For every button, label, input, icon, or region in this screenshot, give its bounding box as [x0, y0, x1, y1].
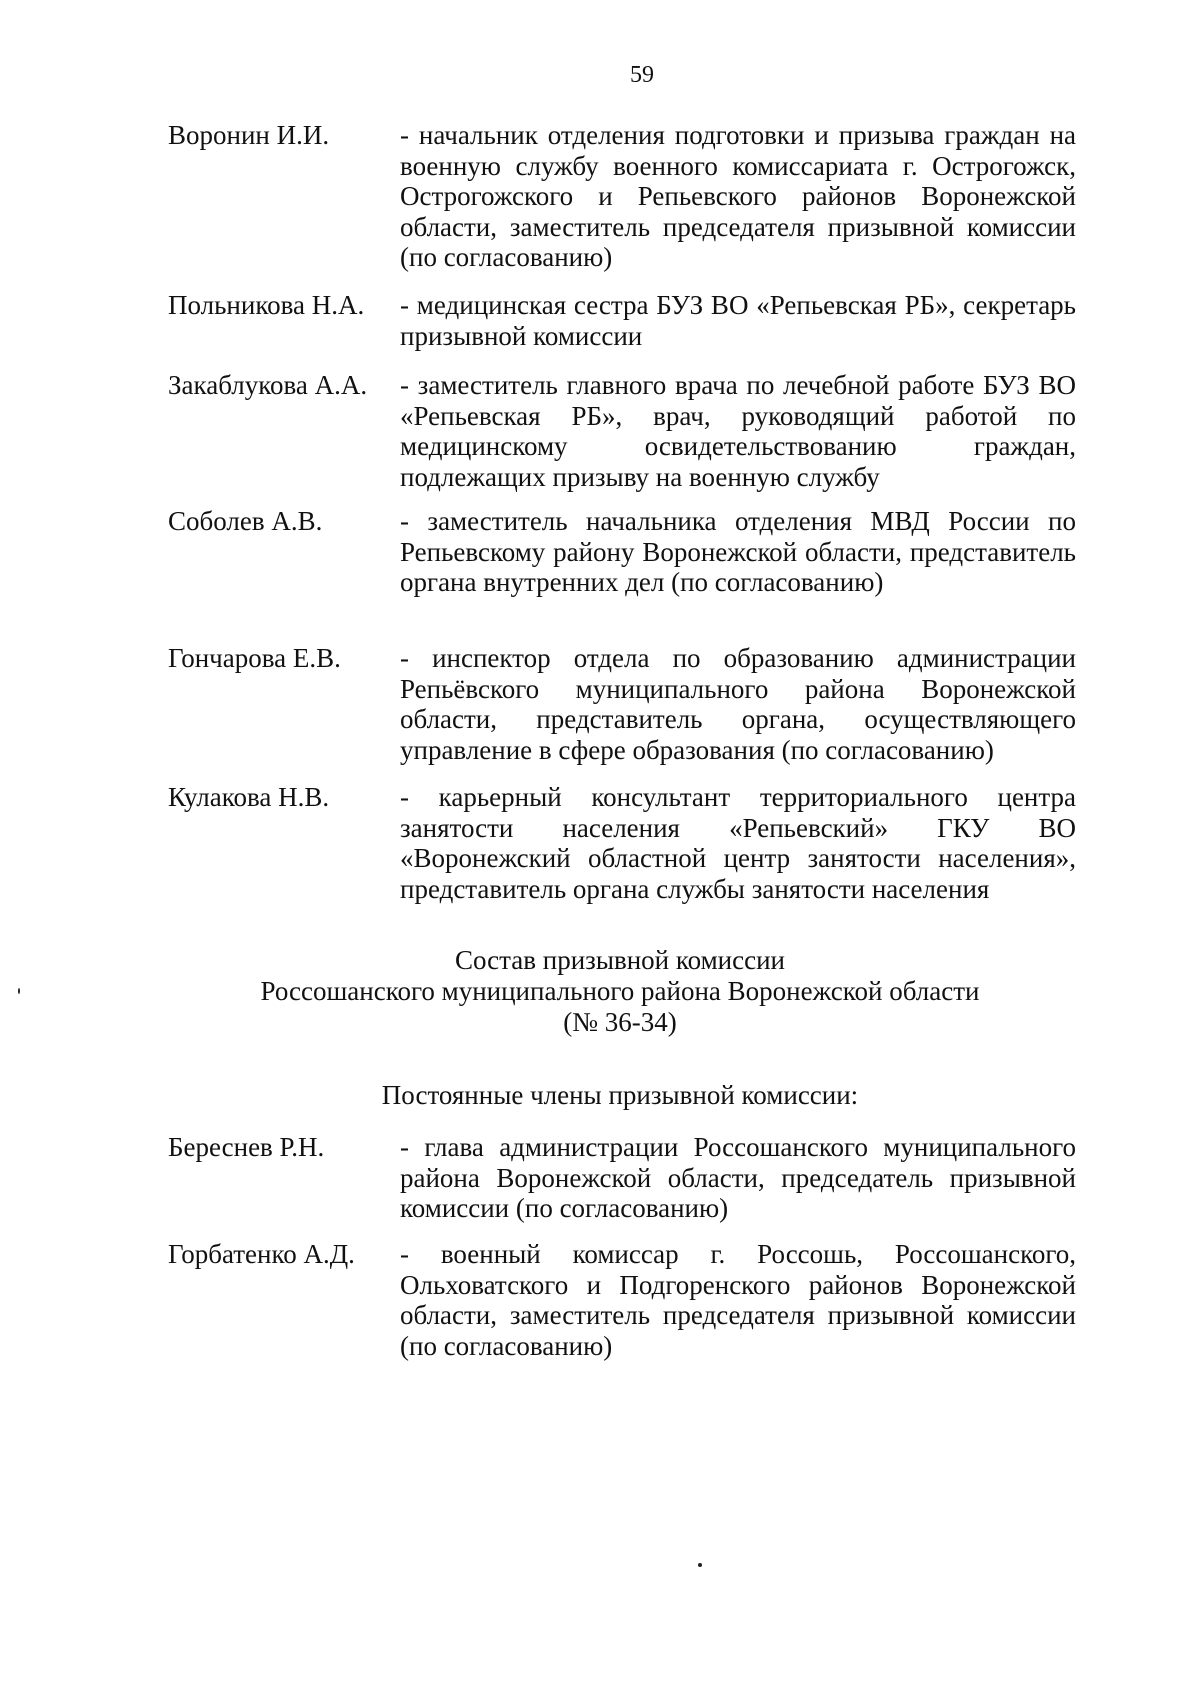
section-title-line-2: Россошанского муниципального района Воронежской области [260, 976, 980, 1006]
member-description: - военный комиссар г. Россошь, Россошанского, Ольховатского и Подгоренского районов Воронежской области, заместитель председателя призывной комиссии (по согласованию) [400, 1239, 1076, 1361]
scan-speck [18, 988, 20, 994]
section-title-line-1: Состав призывной комиссии [454, 945, 785, 975]
scan-speck [698, 1563, 702, 1567]
member-entry [168, 370, 1076, 492]
member-entry [168, 1239, 1076, 1361]
member-entry [168, 506, 1076, 598]
section-title-line-3: (№ 36-34) [563, 1007, 677, 1037]
member-description: - медицинская сестра БУЗ ВО «Репьевская РБ», секретарь призывной комиссии [400, 290, 1076, 351]
member-entry [168, 120, 1076, 273]
page-number: 59 [630, 62, 654, 88]
member-name: Польникова Н.А. [168, 290, 365, 320]
member-entry [168, 1132, 1076, 1224]
section-subtitle: Постоянные члены призывной комиссии: [381, 1080, 859, 1110]
member-entry [168, 290, 1076, 351]
member-description: - глава администрации Россошанского муниципального района Воронежской области, председатель призывной комиссии (по согласованию) [400, 1132, 1076, 1223]
member-entry [168, 782, 1076, 904]
member-description: - заместитель главного врача по лечебной работе БУЗ ВО «Репьевская РБ», врач, руководящий работой по медицинскому освидетельствованию граждан, подлежащих призыву на военную службу [400, 370, 1076, 492]
member-description: - карьерный консультант территориального центра занятости населения «Репьевский» ГКУ ВО «Воронежский областной центр занятости населения», представитель органа службы занятости населения [400, 782, 1076, 904]
member-description: - заместитель начальника отделения МВД России по Репьевскому району Воронежской области, представитель органа внутренних дел (по согласованию) [400, 506, 1076, 597]
member-name: Соболев А.В. [168, 506, 323, 536]
member-name: Кулакова Н.В. [168, 782, 330, 812]
member-entry [168, 643, 1076, 765]
member-name: Воронин И.И. [168, 120, 330, 150]
member-description: - начальник отделения подготовки и призыва граждан на военную службу военного комиссариата г. Острогожск, Острогожского и Репьевского районов Воронежской области, заместитель председателя призывной комиссии (по согласованию) [400, 120, 1076, 272]
member-name: Горбатенко А.Д. [168, 1239, 355, 1269]
member-description: - инспектор отдела по образованию администрации Репьёвского муниципального района Воронежской области, представитель органа, осуществляющего управление в сфере образования (по согласованию) [400, 643, 1076, 765]
member-name: Гончарова Е.В. [168, 643, 341, 673]
member-name: Закаблукова А.А. [168, 370, 368, 400]
member-name: Береснев Р.Н. [168, 1132, 325, 1162]
